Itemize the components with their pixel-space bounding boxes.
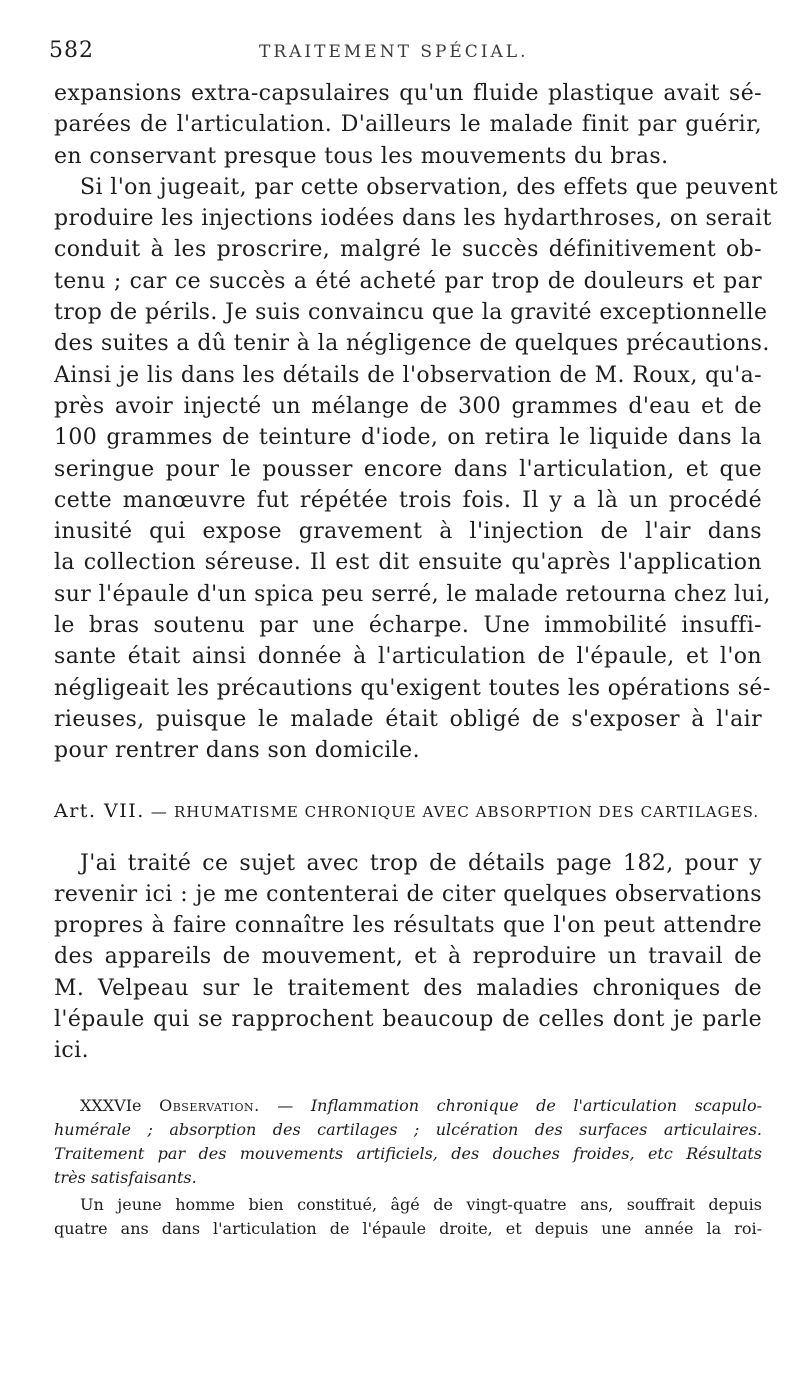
text-line: près avoir injecté un mélange de 300 grammes d'eau et de [54, 393, 762, 419]
paragraph-hydarthroses [54, 172, 779, 767]
observation-heading [54, 1094, 762, 1190]
paragraph-intro [54, 848, 762, 1067]
text-line: inusité qui expose gravement à l'injection de l'air dans [54, 519, 762, 545]
article-number: Art. VII. [54, 799, 145, 822]
text-line: cette manœuvre fut répétée trois fois. Il y a là un procédé [54, 487, 762, 513]
text-line: quatre ans dans l'articulation de l'épaule droite, et depuis une année la roi- [54, 1218, 762, 1238]
text-line: sante était ainsi donnée à l'articulation de l'épaule, et l'on [54, 644, 762, 670]
text-line: J'ai traité ce sujet avec trop de détails page 182, pour y [80, 850, 762, 876]
observation-title-line [54, 1166, 762, 1190]
paragraph-continuation [54, 78, 762, 172]
text-line: en conservant presque tous les mouvements du bras. [54, 143, 669, 169]
observation-body [54, 1193, 762, 1241]
text-line: sur l'épaule d'un spica peu serré, le malade retourna chez lui, [54, 581, 771, 607]
text-line: produire les injections iodées dans les hydarthroses, on serait [54, 206, 772, 232]
page-number: 582 [49, 38, 94, 63]
text-line: conduit à les proscrire, malgré le succès définitivement ob- [54, 237, 762, 263]
text-line: Un jeune homme bien constitué, âgé de vingt-quatre ans, souffrait depuis [80, 1194, 762, 1214]
observation-number: XXXVIe [80, 1095, 142, 1115]
text-line: parées de l'articulation. D'ailleurs le malade finit par guérir, [54, 112, 762, 138]
text-line: des suites a dû tenir à la négligence de quelques précautions. [54, 331, 770, 357]
observation-title-text: Traitement par des mouvements artificiels, des douches froides, etc Résultats [54, 1143, 762, 1163]
text-line: tenu ; car ce succès a été acheté par trop de douleurs et par [54, 268, 762, 294]
section-title [174, 803, 759, 821]
text-line: pour rentrer dans son domicile. [54, 738, 420, 764]
observation-dash: — [277, 1095, 294, 1115]
running-head [49, 38, 762, 78]
section-heading [54, 800, 762, 822]
text-line: l'épaule qui se rapprochent beaucoup de celles dont je parle [54, 1007, 762, 1033]
text-line: expansions extra-capsulaires qu'un fluide plastique avait sé- [54, 81, 762, 106]
observation-title-line [54, 1118, 762, 1142]
text-line: Si l'on jugeait, par cette observation, des effets que peuvent [80, 174, 779, 200]
running-title: TRAITEMENT SPÉCIAL. [259, 42, 529, 62]
text-line: 100 grammes de teinture d'iode, on retira le liquide dans la [54, 425, 762, 451]
section-title-text: RHUMATISME CHRONIQUE AVEC ABSORPTION DES CARTILAGES. [173, 802, 760, 821]
text-line: ici. [54, 1038, 89, 1064]
text-line: le bras soutenu par une écharpe. Une immobilité insuffi- [54, 613, 762, 639]
book-page [49, 0, 779, 1241]
text-line: Ainsi je lis dans les détails de l'observation de M. Roux, qu'a- [54, 362, 762, 388]
text-line: M. Velpeau sur le traitement des maladies chroniques de [54, 975, 762, 1001]
text-line: la collection séreuse. Il est dit ensuite qu'après l'application [54, 550, 762, 576]
heading-dash: — [150, 801, 168, 821]
observation-title-line [54, 1142, 762, 1166]
observation-first-line [54, 1094, 762, 1118]
text-line: revenir ici : je me contenterai de citer quelques observations [54, 881, 762, 907]
observation-title-text: humérale ; absorption des cartilages ; ulcération des surfaces articulaires. [54, 1119, 762, 1139]
text-line: négligeait les précautions qu'exigent toutes les opérations sé- [54, 675, 771, 701]
text-line: seringue pour le pousser encore dans l'articulation, et que [54, 456, 762, 482]
text-line: trop de périls. Je suis convaincu que la gravité exceptionnelle [54, 300, 768, 326]
observation-label: Observation. [159, 1095, 260, 1115]
text-line: rieuses, puisque le malade était obligé de s'exposer à l'air [54, 706, 762, 732]
text-line: des appareils de mouvement, et à reproduire un travail de [54, 944, 762, 970]
observation-title-text: très satisfaisants. [54, 1167, 197, 1187]
text-line: propres à faire connaître les résultats que l'on peut attendre [54, 913, 762, 939]
observation-title-line: Inflammation chronique de l'articulation scapulo- [310, 1095, 762, 1115]
